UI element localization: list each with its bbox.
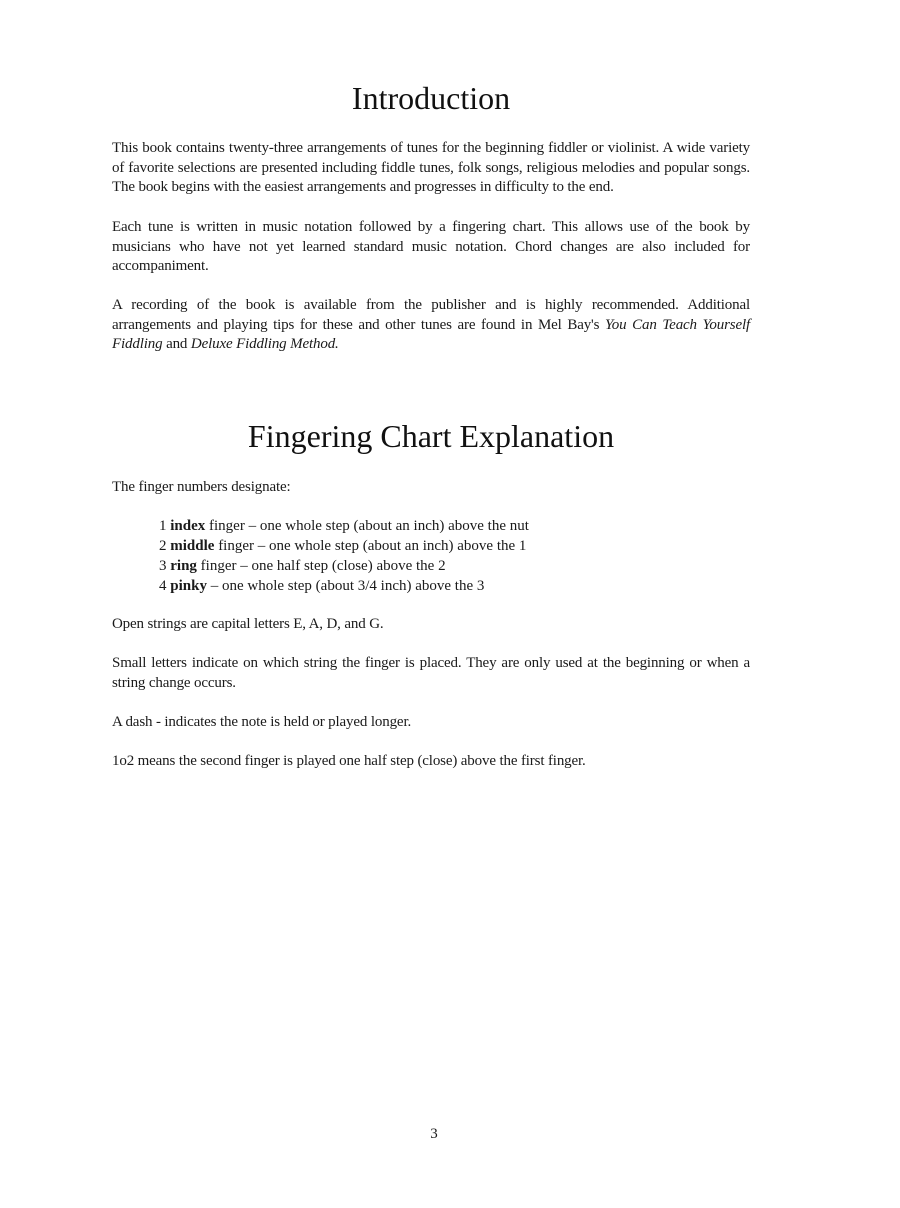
small-letters-paragraph: Small letters indicate on which string the finger is placed. They are only used at the beginning or when a string change occurs. <box>112 655 750 691</box>
intro-paragraph-3-text-between: and <box>162 336 191 352</box>
finger-list-item <box>159 576 529 596</box>
dash-paragraph: A dash - indicates the note is held or played longer. <box>112 714 412 730</box>
half-step-paragraph: 1o2 means the second finger is played one half step (close) above the first finger. <box>112 753 586 769</box>
finger-description: finger – one half step (close) above the 2 <box>196 558 446 574</box>
introduction-heading: Introduction <box>351 80 511 116</box>
finger-number-list <box>159 516 529 596</box>
book-title-deluxe-fiddling-method: Deluxe Fiddling Method. <box>190 336 339 352</box>
finger-number: 3 <box>159 558 167 574</box>
intro-paragraph-1: This book contains twenty-three arrangements of tunes for the beginning fiddler or violinist. A wide variety of favorite selections are presented including fiddle tunes, folk songs, religious melodies and popular songs. The book begins with the easiest arrangements and progresses in difficulty to the end. <box>112 140 750 195</box>
finger-number: 1 <box>159 518 167 534</box>
finger-numbers-lead: The finger numbers designate: <box>112 479 291 495</box>
finger-name: pinky <box>170 578 207 594</box>
finger-description: finger – one whole step (about an inch) above the nut <box>205 518 529 534</box>
finger-description: finger – one whole step (about an inch) above the 1 <box>214 538 527 554</box>
finger-name: middle <box>170 538 215 554</box>
finger-list-item <box>159 516 529 536</box>
intro-paragraph-3-text-before: A recording of the book is available from the publisher and is highly recommended. Additional arrangements and playing tips for these and other tunes are found in Mel Bay's <box>112 297 750 333</box>
finger-list-item <box>159 556 529 576</box>
book-title-you-can-teach-yourself-fiddling: You Can Teach Yourself Fiddling <box>112 316 750 352</box>
finger-name: ring <box>170 558 197 574</box>
finger-name: index <box>170 518 206 534</box>
finger-list-item <box>159 536 529 556</box>
finger-description: – one whole step (about 3/4 inch) above the 3 <box>206 578 485 594</box>
finger-number: 2 <box>159 538 167 554</box>
fingering-chart-heading: Fingering Chart Explanation <box>247 418 615 454</box>
finger-number: 4 <box>159 578 167 594</box>
intro-paragraph-3 <box>112 296 750 355</box>
open-strings-paragraph: Open strings are capital letters E, A, D, and G. <box>112 616 384 632</box>
page-number: 3 <box>430 1126 438 1142</box>
intro-paragraph-2: Each tune is written in music notation followed by a fingering chart. This allows use of the book by musicians who have not yet learned standard music notation. Chord changes are also included for accompaniment. <box>112 219 750 274</box>
